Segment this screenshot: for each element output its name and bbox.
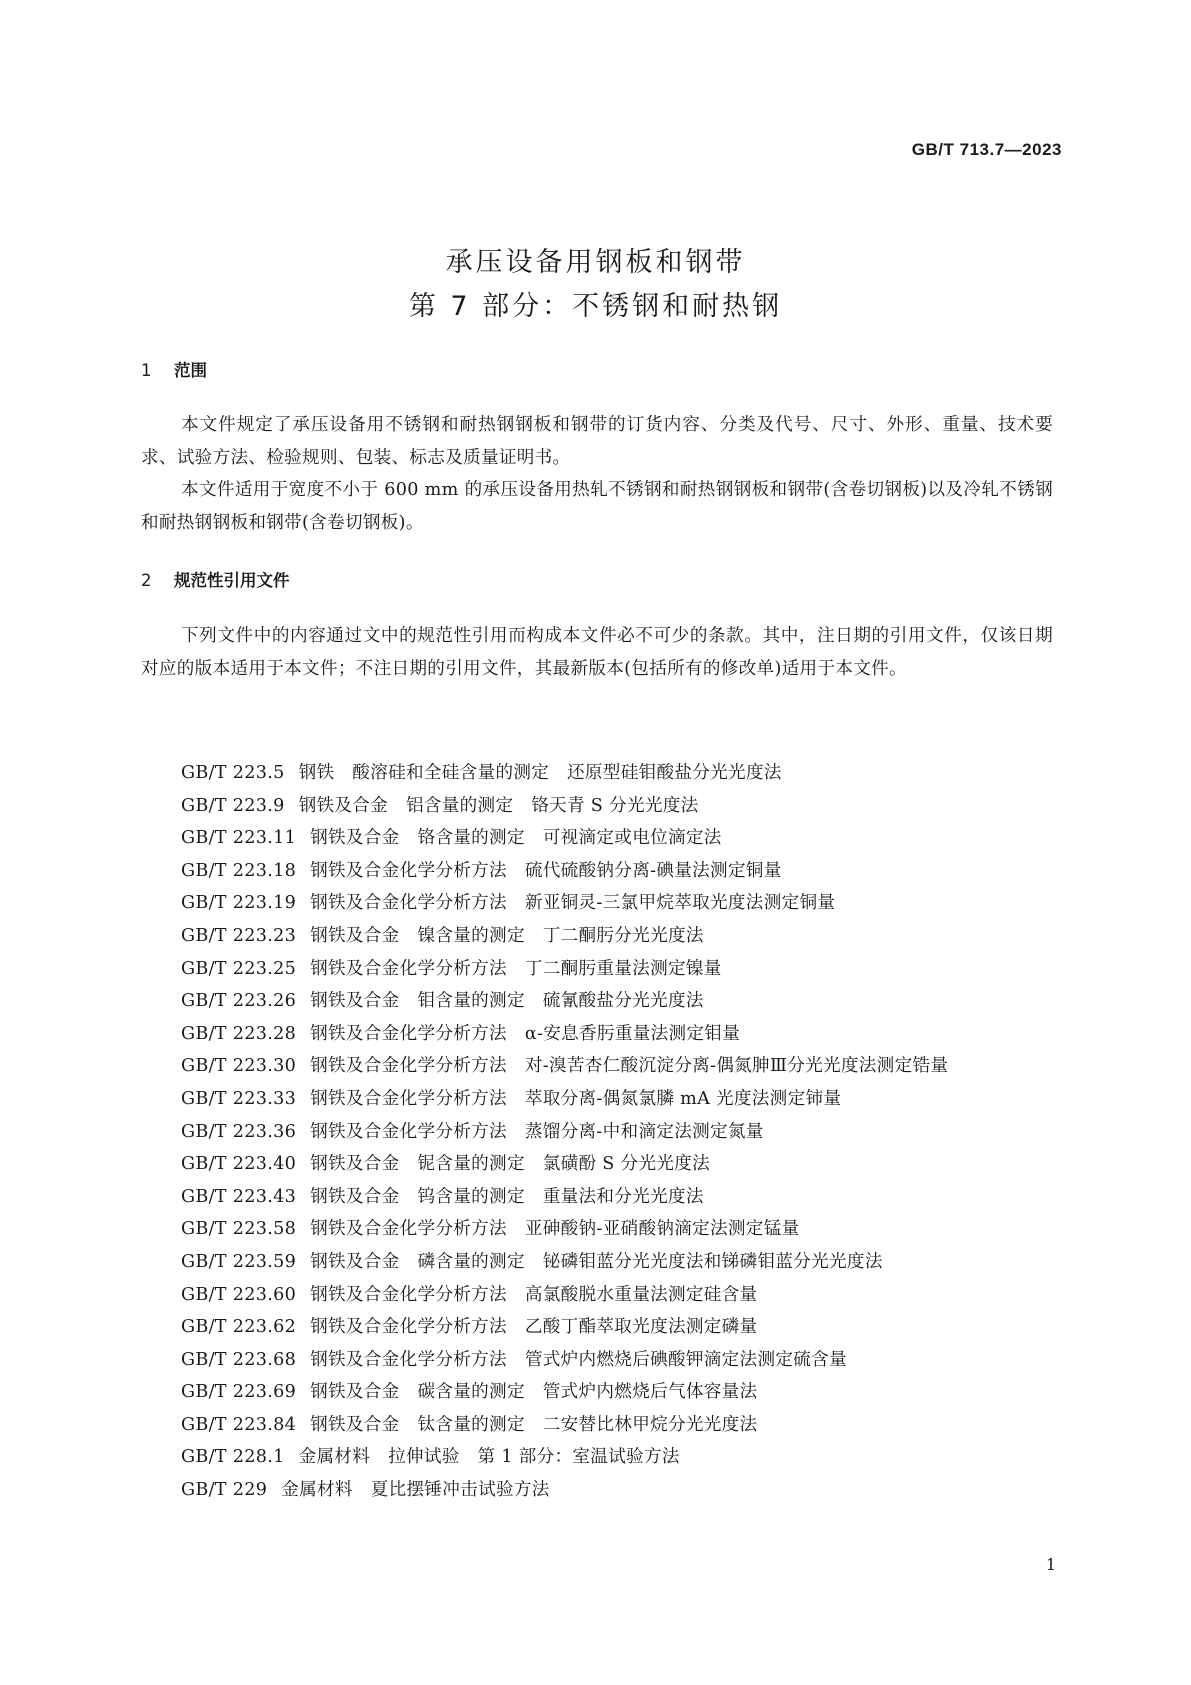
reference-item [141, 1116, 1053, 1149]
reference-code: GB/T 223.84 [181, 1414, 297, 1435]
document-subtitle: 第 7 部分：不锈钢和耐热钢 [408, 291, 783, 322]
reference-code: GB/T 223.18 [181, 860, 297, 881]
reference-item [141, 1083, 1053, 1116]
reference-code: GB/T 223.26 [181, 991, 297, 1012]
scope-paragraph: 本文件适用于宽度不小于 600 mm 的承压设备用热轧不锈钢和耐热钢钢板和钢带(含卷切钢板)以及冷轧不锈钢和耐热钢钢板和钢带(含卷切钢板)。 [141, 480, 1053, 533]
section-number: 1 [141, 361, 152, 380]
references-intro-paragraph: 下列文件中的内容通过文中的规范性引用而构成本文件必不可少的条款。其中，注日期的引用文件，仅该日期对应的版本适用于本文件；不注日期的引用文件，其最新版本(包括所有的修改单)适用于本文件。 [141, 626, 1053, 679]
reference-list [141, 757, 1053, 1507]
section-heading-scope [141, 357, 207, 381]
reference-code: GB/T 223.9 [181, 795, 285, 816]
reference-title: 钢铁及合金化学分析方法 蒸馏分离-中和滴定法测定氮量 [310, 1121, 764, 1142]
section-number: 2 [141, 571, 152, 590]
reference-code: GB/T 223.58 [181, 1219, 297, 1240]
reference-item [141, 953, 1053, 986]
reference-code: GB/T 223.11 [181, 828, 297, 849]
section-heading-normative-references [141, 567, 290, 591]
reference-code: GB/T 223.30 [181, 1056, 297, 1077]
reference-code: GB/T 223.59 [181, 1251, 297, 1272]
reference-title: 钢铁及合金 钼含量的测定 硫氰酸盐分光光度法 [310, 991, 704, 1012]
section-title: 规范性引用文件 [174, 571, 290, 590]
reference-item [141, 1279, 1053, 1312]
reference-code: GB/T 223.19 [181, 893, 297, 914]
reference-item [141, 1181, 1053, 1214]
reference-title: 钢铁及合金化学分析方法 高氯酸脱水重量法测定硅含量 [310, 1284, 758, 1305]
reference-item [141, 757, 1053, 790]
reference-title: 钢铁及合金化学分析方法 乙酸丁酯萃取光度法测定磷量 [310, 1317, 758, 1338]
reference-title: 钢铁及合金 钛含量的测定 二安替比林甲烷分光光度法 [310, 1414, 758, 1435]
section-title: 范围 [174, 361, 207, 380]
reference-title: 钢铁及合金化学分析方法 α-安息香肟重量法测定钼量 [310, 1023, 741, 1044]
reference-code: GB/T 223.33 [181, 1088, 297, 1109]
reference-item [141, 1344, 1053, 1377]
reference-item [141, 790, 1053, 823]
reference-title: 钢铁 酸溶硅和全硅含量的测定 还原型硅钼酸盐分光光度法 [298, 763, 782, 783]
reference-title: 钢铁及合金化学分析方法 丁二酮肟重量法测定镍量 [310, 958, 722, 979]
reference-item [141, 1409, 1053, 1442]
reference-title: 钢铁及合金 铌含量的测定 氯磺酚 S 分光光度法 [310, 1154, 711, 1175]
reference-code: GB/T 223.23 [181, 925, 297, 946]
reference-item [141, 1050, 1053, 1083]
reference-code: GB/T 223.43 [181, 1186, 297, 1207]
reference-item [141, 1376, 1053, 1409]
reference-item [141, 1311, 1053, 1344]
reference-title: 钢铁及合金 铝含量的测定 铬天青 S 分光光度法 [298, 795, 699, 816]
reference-title: 钢铁及合金化学分析方法 萃取分离-偶氮氯膦 mA 光度法测定铈量 [310, 1088, 842, 1109]
reference-item [141, 920, 1053, 953]
reference-item [141, 1148, 1053, 1181]
reference-item [141, 985, 1053, 1018]
page-number: 1 [1045, 1555, 1056, 1574]
reference-item [141, 855, 1053, 888]
reference-item [141, 822, 1053, 855]
reference-code: GB/T 223.28 [181, 1023, 297, 1044]
reference-item [141, 887, 1053, 920]
reference-title: 钢铁及合金化学分析方法 新亚铜灵-三氯甲烷萃取光度法测定铜量 [310, 893, 836, 914]
reference-code: GB/T 223.68 [181, 1349, 297, 1370]
reference-title: 钢铁及合金化学分析方法 亚砷酸钠-亚硝酸钠滴定法测定锰量 [310, 1219, 800, 1240]
reference-title: 钢铁及合金化学分析方法 硫代硫酸钠分离-碘量法测定铜量 [310, 860, 782, 881]
reference-title: 钢铁及合金 磷含量的测定 铋磷钼蓝分光光度法和锑磷钼蓝分光光度法 [310, 1251, 883, 1272]
reference-code: GB/T 223.62 [181, 1317, 297, 1338]
reference-title: 钢铁及合金 碳含量的测定 管式炉内燃烧后气体容量法 [310, 1382, 758, 1403]
reference-item [141, 1018, 1053, 1051]
reference-item [141, 1213, 1053, 1246]
reference-title: 钢铁及合金化学分析方法 管式炉内燃烧后碘酸钾滴定法测定硫含量 [310, 1349, 847, 1370]
reference-title: 钢铁及合金化学分析方法 对-溴苦杏仁酸沉淀分离-偶氮胂Ⅲ分光光度法测定锆量 [310, 1056, 949, 1077]
reference-code: GB/T 223.5 [181, 763, 285, 783]
reference-title: 金属材料 夏比摆锤冲击试验方法 [281, 1480, 550, 1501]
reference-title: 钢铁及合金 钨含量的测定 重量法和分光光度法 [310, 1186, 704, 1207]
reference-item [141, 1474, 1053, 1507]
reference-title: 钢铁及合金 铬含量的测定 可视滴定或电位滴定法 [310, 828, 722, 849]
reference-code: GB/T 229 [181, 1480, 268, 1501]
reference-code: GB/T 228.1 [181, 1447, 285, 1468]
reference-item [141, 1441, 1053, 1474]
standard-code: GB/T 713.7—2023 [911, 140, 1062, 159]
document-title: 承压设备用钢板和钢带 [445, 247, 746, 278]
reference-title: 金属材料 拉伸试验 第 1 部分：室温试验方法 [298, 1447, 680, 1468]
scope-paragraph: 本文件规定了承压设备用不锈钢和耐热钢钢板和钢带的订货内容、分类及代号、尺寸、外形、重量、技术要求、试验方法、检验规则、包装、标志及质量证明书。 [141, 415, 1053, 468]
reference-code: GB/T 223.40 [181, 1154, 297, 1175]
reference-title: 钢铁及合金 镍含量的测定 丁二酮肟分光光度法 [310, 925, 704, 946]
reference-code: GB/T 223.60 [181, 1284, 297, 1305]
reference-code: GB/T 223.36 [181, 1121, 297, 1142]
reference-item [141, 1246, 1053, 1279]
reference-code: GB/T 223.69 [181, 1382, 297, 1403]
reference-code: GB/T 223.25 [181, 958, 297, 979]
